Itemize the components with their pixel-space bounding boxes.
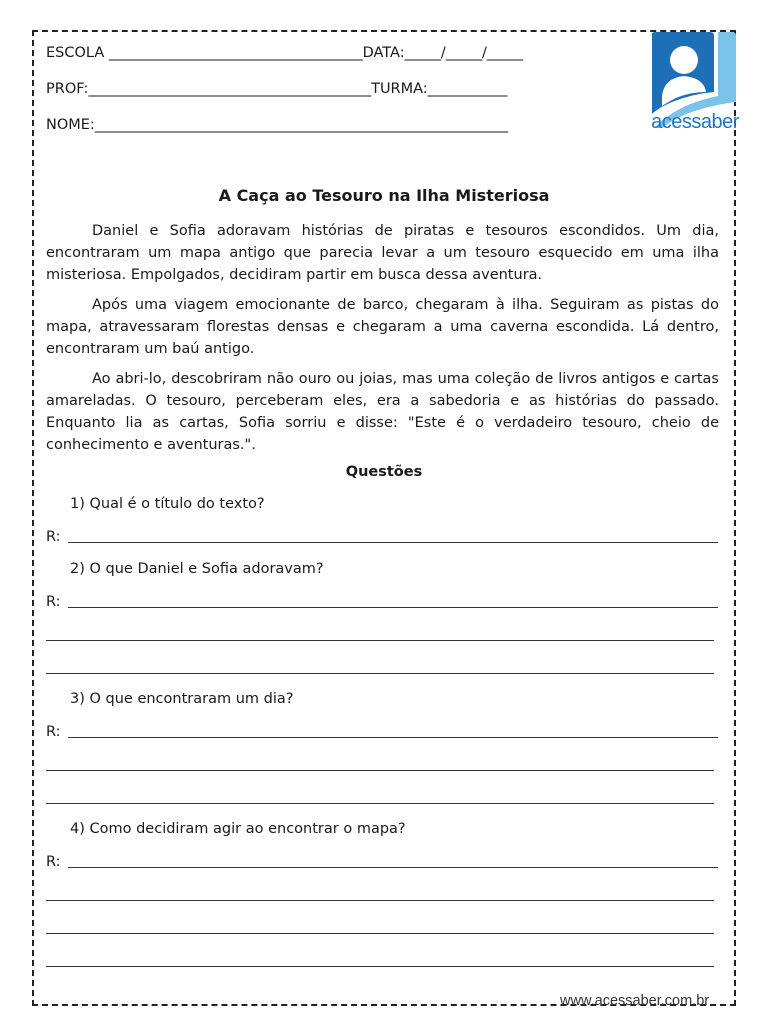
- story-paragraph-3: Ao abri-lo, descobriram não ouro ou joias, mas uma coleção de livros antigos e cartas amareladas. O tesouro, perceberam eles, era a sabedoria e as histórias do passado. Enquanto lia as cartas, Sofia sorriu e disse: "Este é o verdadeiro tesouro, cheio de conhecimento e aventuras.".: [46, 371, 719, 453]
- answer-line[interactable]: [68, 737, 718, 738]
- answer-label-4: R:: [46, 854, 61, 870]
- answer-line[interactable]: [46, 803, 714, 804]
- answer-label-3: R:: [46, 724, 61, 740]
- answer-line[interactable]: [46, 933, 714, 934]
- answer-line[interactable]: [46, 900, 714, 901]
- answer-line[interactable]: [68, 867, 718, 868]
- story-paragraph-1: Daniel e Sofia adoravam histórias de piratas e tesouros escondidos. Um dia, encontraram um mapa antigo que parecia levar a um tesouro esquecido em uma ilha misteriosa. Empolgados, decidiram partir em busca dessa aventura.: [46, 223, 719, 283]
- logo-wordmark: acessaber: [651, 111, 739, 133]
- question-1: 1) Qual é o título do texto?: [70, 496, 265, 512]
- answer-line[interactable]: [68, 607, 718, 608]
- answer-label-2: R:: [46, 594, 61, 610]
- teacher-class-line: PROF:_______________________________________TURMA:___________: [46, 81, 508, 97]
- story-title: A Caça ao Tesouro na Ilha Misteriosa: [218, 186, 550, 205]
- answer-line[interactable]: [46, 673, 714, 674]
- footer-url: www.acessaber.com.br: [560, 993, 710, 1009]
- school-date-line: ESCOLA ___________________________________DATA:_____/_____/_____: [46, 45, 524, 61]
- student-name-line: NOME:_________________________________________________________: [46, 117, 509, 133]
- question-3: 3) O que encontraram um dia?: [70, 691, 294, 707]
- question-2: 2) O que Daniel e Sofia adoravam?: [70, 561, 324, 577]
- question-4: 4) Como decidiram agir ao encontrar o mapa?: [70, 821, 406, 837]
- answer-line[interactable]: [68, 542, 718, 543]
- questions-heading: Questões: [345, 464, 423, 480]
- answer-line[interactable]: [46, 966, 714, 967]
- answer-label-1: R:: [46, 529, 61, 545]
- answer-line[interactable]: [46, 640, 714, 641]
- worksheet-border: [32, 30, 736, 1006]
- answer-line[interactable]: [46, 770, 714, 771]
- story-paragraph-2: Após uma viagem emocionante de barco, chegaram à ilha. Seguiram as pistas do mapa, atravessaram florestas densas e chegaram a uma caverna escondida. Lá dentro, encontraram um baú antigo.: [46, 297, 719, 357]
